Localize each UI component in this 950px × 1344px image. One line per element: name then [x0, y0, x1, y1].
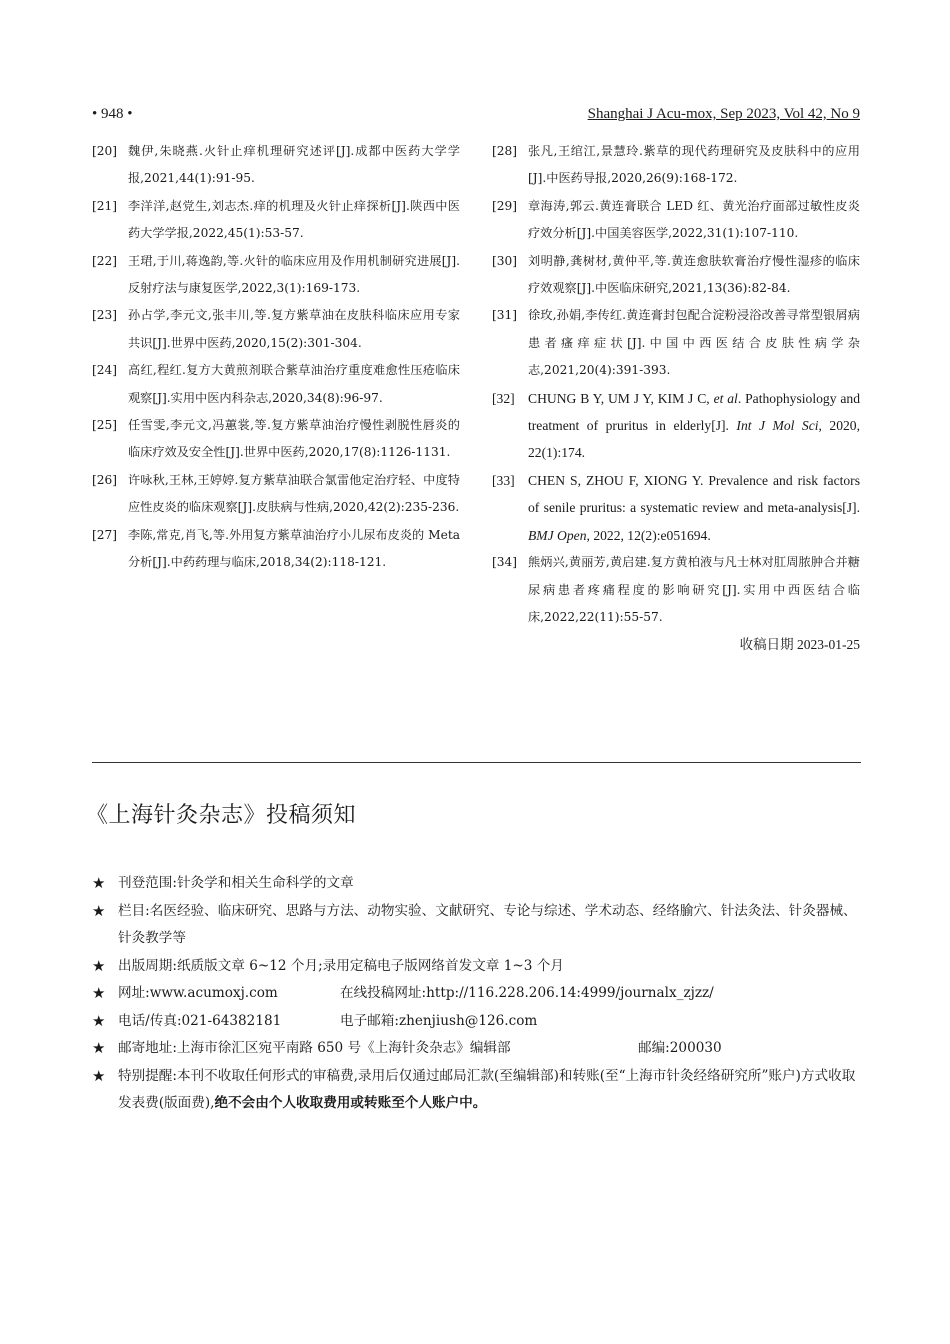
reference-item: [21] 李洋洋,赵党生,刘志杰.痒的机理及火针止痒探析[J].陕西中医药大学学报,2022,45(1):53-57. — [92, 198, 460, 241]
page-header — [92, 104, 860, 128]
notice-item-reminder: ★ 特别提醒:本刊不收取任何形式的审稿费,录用后仅通过邮局汇款(至编辑部)和转账(至“上海市针灸经络研究所”账户)方式收取发表费(版面费),绝不会由个人收取费用或转账至个人账户中。 — [92, 1063, 860, 1118]
notice-item-columns: ★ 栏目:名医经验、临床研究、思路与方法、动物实验、文献研究、专论与综述、学术动态、经络腧穴、针法灸法、针灸器械、针灸教学等 — [92, 898, 860, 953]
address-text: 邮寄地址:上海市徐汇区宛平南路 650 号《上海针灸杂志》编辑部 — [118, 1040, 511, 1056]
phone-text: 电话/传真:021-64382181 — [118, 1012, 282, 1029]
section-divider — [92, 762, 861, 763]
journal-citation: Shanghai J Acu-mox, Sep 2023, Vol 42, No 9 — [587, 106, 860, 122]
reference-item: [23] 孙占学,李元文,张丰川,等.复方紫草油在皮肤科临床应用专家共识[J].世界中医药,2020,15(2):301-304. — [92, 308, 460, 350]
star-icon: ★ — [92, 956, 106, 975]
postcode-text: 邮编:200030 — [638, 1040, 722, 1056]
submission-notice — [92, 870, 860, 1118]
reference-item: [20] 魏伊,朱晓燕.火针止痒机理研究述评[J].成都中医药大学学报,2021,44(1):91-95. — [92, 144, 460, 186]
reminder-bold-text: 绝不会由个人收取费用或转账至个人账户中。 — [214, 1095, 487, 1111]
notice-item-cycle: ★ 出版周期:纸质版文章 6~12 个月;录用定稿电子版网络首发文章 1~3 个月 — [92, 953, 860, 981]
star-icon: ★ — [92, 1066, 106, 1085]
references-left-column — [92, 138, 460, 577]
reference-item: [27] 李陈,常克,肖飞,等.外用复方紫草油治疗小儿尿布皮炎的 Meta 分析[J].中药药理与临床,2018,34(2):118-121. — [92, 527, 460, 570]
reference-item: [29] 章海涛,郭云.黄连膏联合 LED 红、黄光治疗面部过敏性皮炎疗效分析[J].中国美容医学,2022,31(1):107-110. — [492, 198, 860, 241]
star-icon: ★ — [92, 901, 106, 920]
reference-item: [30] 刘明静,龚树材,黄仲平,等.黄连愈肤软膏治疗慢性湿疹的临床疗效观察[J].中医临床研究,2021,13(36):82-84. — [492, 253, 860, 296]
reference-item: [26] 许咏秋,王林,王婷婷.复方紫草油联合氯雷他定治疗轻、中度特应性皮炎的临床观察[J].皮肤病与性病,2020,42(2):235-236. — [92, 472, 460, 515]
reference-item: [32] CHUNG B Y, UM J Y, KIM J C, et al. Pathophysiology and treatment of pruritus in elderly[J]. Int J Mol Sci, 2020, 22(1):174. — [492, 390, 860, 461]
notice-item-scope: ★ 刊登范围:针灸学和相关生命科学的文章 — [92, 870, 860, 898]
reference-item: [22] 王珺,于川,蒋逸韵,等.火针的临床应用及作用机制研究进展[J].反射疗法与康复医学,2022,3(1):169-173. — [92, 253, 460, 296]
email-text: 电子邮箱:zhenjiush@126.com — [340, 1012, 538, 1029]
references-right-column — [492, 138, 860, 658]
reference-item: [28] 张凡,王绾江,景慧玲.紫草的现代药理研究及皮肤科中的应用[J].中医药导报,2020,26(9):168-172. — [492, 144, 860, 186]
reference-item: [34] 熊炳兴,黄丽芳,黄启建.复方黄柏液与凡士林对肛周脓肿合并糖尿病患者疼痛程度的影响研究[J].实用中西医结合临床,2022,22(11):55-57. — [492, 555, 860, 624]
star-icon: ★ — [92, 1011, 106, 1030]
received-date: 收稿日期 2023-01-25 — [739, 637, 860, 653]
notice-item-website — [92, 980, 860, 1008]
star-icon: ★ — [92, 1039, 106, 1057]
notice-item-address — [92, 1035, 860, 1063]
website-text: 网址:www.acumoxj.com — [118, 985, 278, 1001]
reference-item: [25] 任雪雯,李元文,冯蕙裳,等.复方紫草油治疗慢性剥脱性唇炎的临床疗效及安全性[J].世界中医药,2020,17(8):1126-1131. — [92, 418, 460, 460]
reference-item: [33] CHEN S, ZHOU F, XIONG Y. Prevalence and risk factors of senile pruritus: a systematic review and meta-analysis[J]. BMJ Open, 2022, 12(2):e051694. — [492, 472, 860, 543]
star-icon: ★ — [92, 984, 106, 1002]
page-number: • 948 • — [92, 106, 133, 122]
star-icon: ★ — [92, 874, 106, 892]
submit-url-text: 在线投稿网址:http://116.228.206.14:4999/journalx_zjzz/ — [340, 985, 714, 1001]
notice-item-contact — [92, 1008, 860, 1036]
reference-item: [24] 高红,程红.复方大黄煎剂联合紫草油治疗重度难愈性压疮临床观察[J].实用中医内科杂志,2020,34(8):96-97. — [92, 363, 460, 405]
notice-title: 《上海针灸杂志》投稿须知 — [86, 803, 357, 828]
reference-item: [31] 徐玫,孙娟,李传红.黄连膏封包配合淀粉浸浴改善寻常型银屑病患者瘙痒症状[J].中国中西医结合皮肤性病学杂志,2021,20(4):391-393. — [492, 308, 860, 378]
